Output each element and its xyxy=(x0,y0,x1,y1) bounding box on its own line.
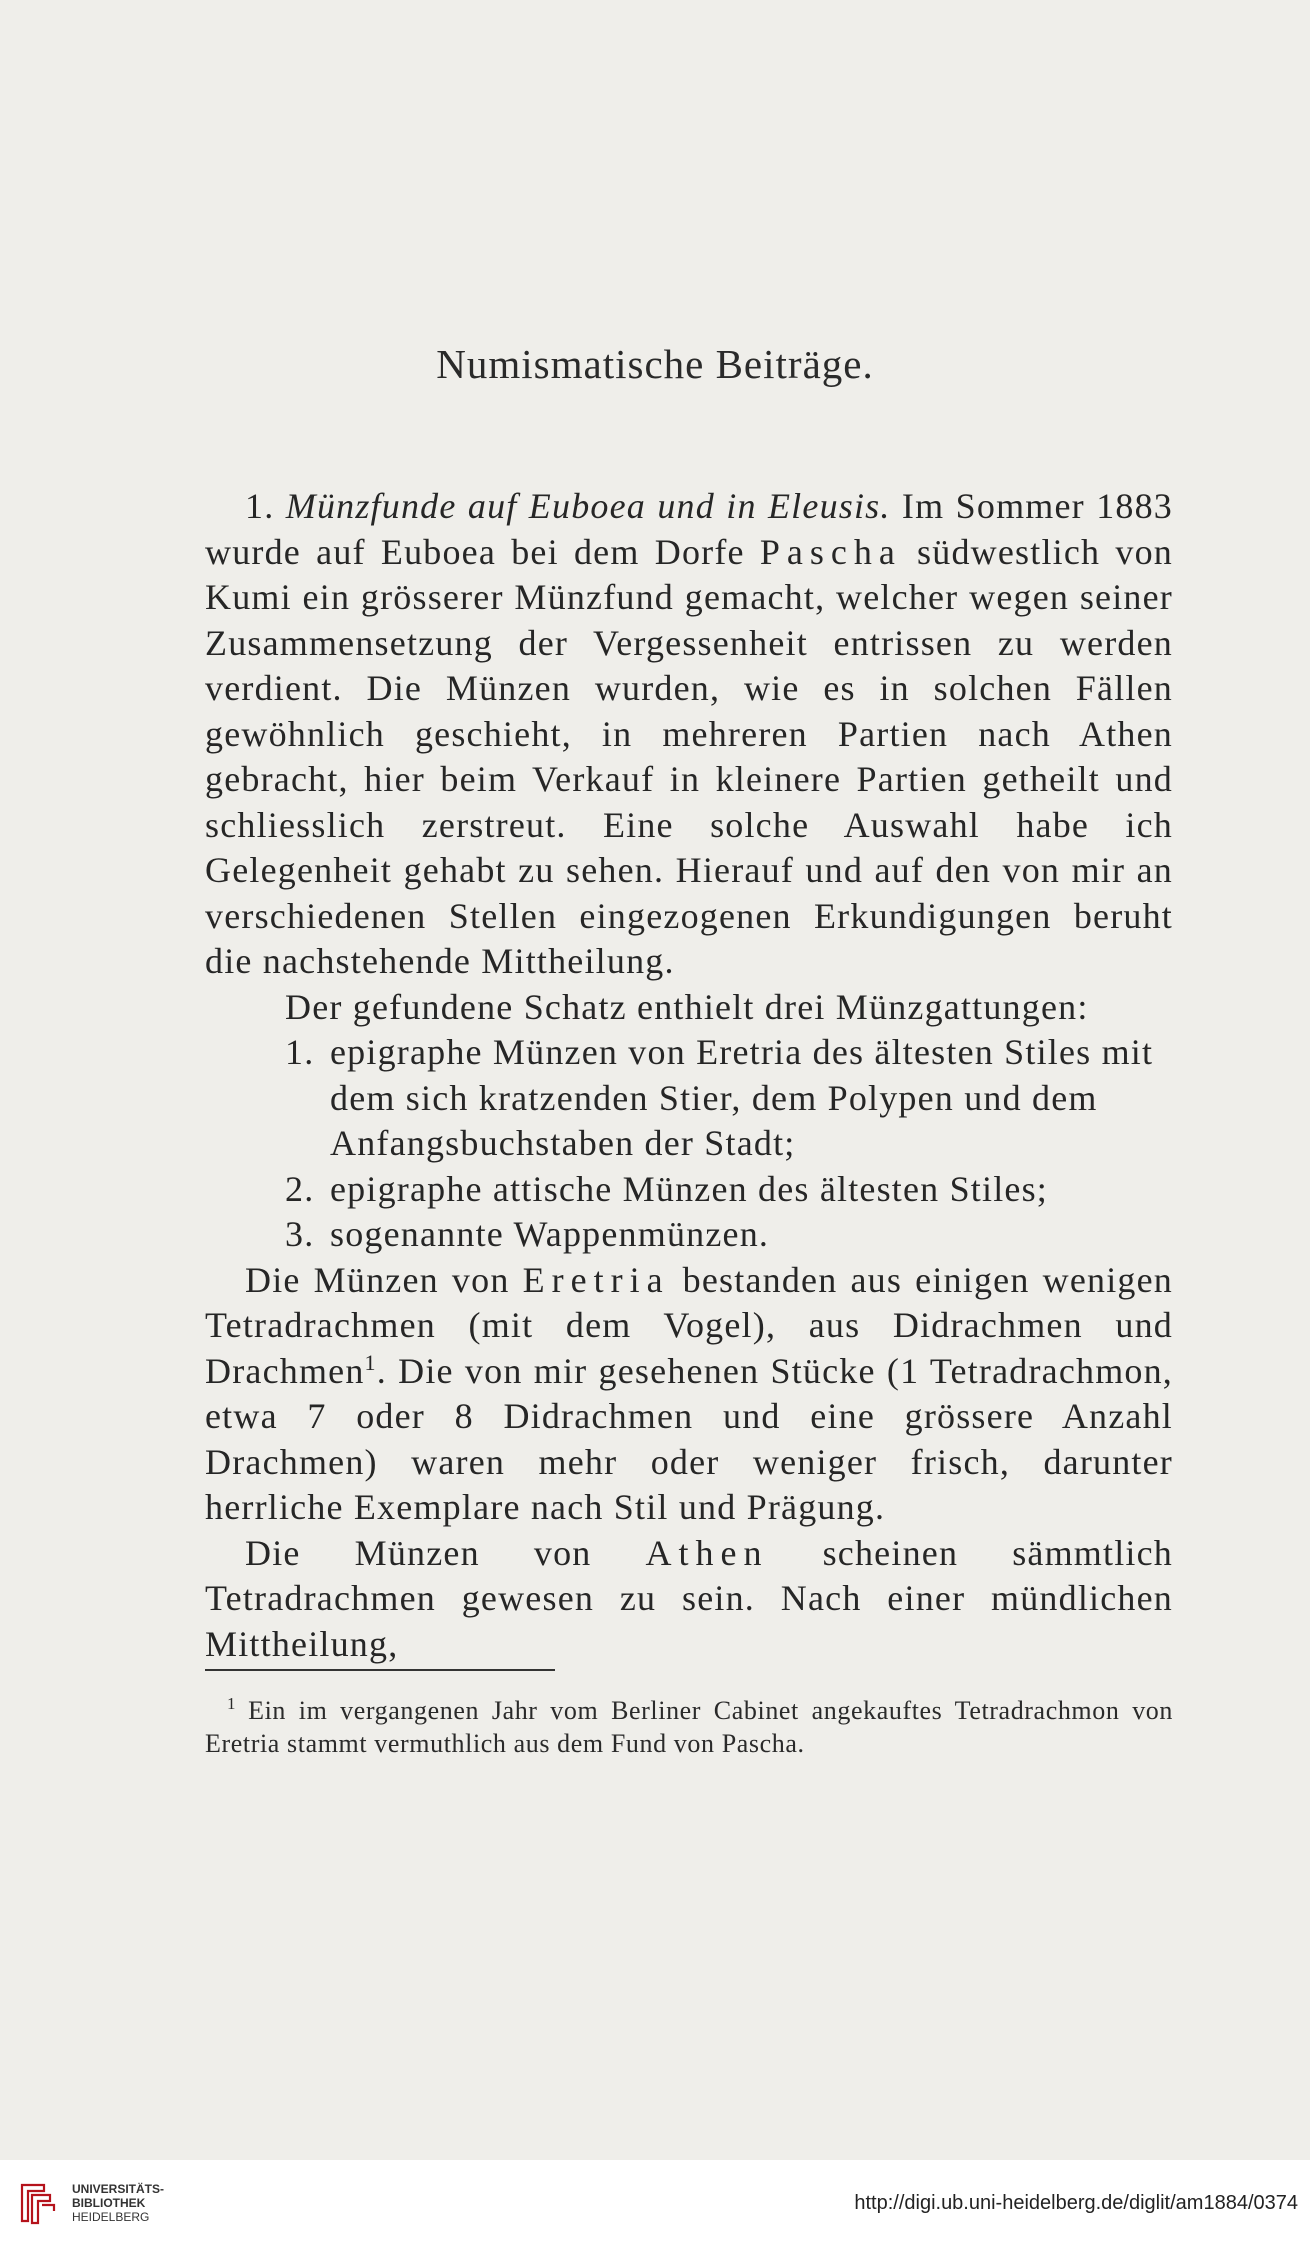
paragraph-text: Die Münzen von xyxy=(245,1259,523,1300)
spaced-name: Eretria xyxy=(522,1259,670,1300)
paragraph-4 xyxy=(205,1531,1173,1668)
footnote-text: Ein im vergangenen Jahr vom Berliner Cabinet angekauftes Tetradrachmon von Eretria stammt vermuthlich aus dem Fund von Pascha. xyxy=(205,1696,1173,1758)
paragraph-text: bestanden aus einigen wenigen Tetradrachmen (mit dem Vogel), aus Didrachmen und Drachmen xyxy=(205,1259,1173,1391)
section-heading: Münzfunde auf Euboea und in Eleusis. xyxy=(285,486,891,526)
paragraph-3 xyxy=(205,1258,1173,1531)
list-item xyxy=(205,1030,1173,1167)
list-text: sogenannte Wappenmünzen. xyxy=(330,1214,770,1254)
footnote xyxy=(205,1694,1173,1760)
paragraph-1 xyxy=(205,484,1173,985)
list-number: 1. xyxy=(285,1032,315,1072)
footnote-divider xyxy=(205,1669,555,1671)
paragraph-text: Die Münzen von xyxy=(245,1532,646,1573)
library-name-line: BIBLIOTHEK xyxy=(72,2196,146,2210)
list-item xyxy=(205,1212,1173,1258)
source-url-link[interactable]: http://digi.ub.uni-heidelberg.de/diglit/am1884/0374 xyxy=(854,2192,1298,2214)
list-number: 2. xyxy=(285,1168,315,1209)
paragraph-text: . Die von mir gesehenen Stücke (1 Tetradrachmon, etwa 7 oder 8 Didrachmen und eine grössere Anzahl Drachmen) waren mehr oder weniger frisch, darunter herrliche Exemplare nach Stil und Prägung. xyxy=(205,1350,1173,1527)
library-name-line: HEIDELBERG xyxy=(72,2210,150,2224)
list-number: 3. xyxy=(285,1214,315,1254)
paragraph-text: südwestlich von Kumi ein grösserer Münzfund gemacht, welcher wegen seiner Zusammensetzung der Vergessenheit entrissen zu werden verdient. Die Münzen wurden, wie es in solchen Fällen gewöhnlich geschieht, in mehreren Partien nach Athen gebracht, hier beim Verkauf in kleinere Partien getheilt und schliesslich zerstreut. Eine solche Auswahl habe ich Gelegenheit gehabt zu sehen. Hierauf und auf den von mir an verschiedenen Stellen eingezogenen Erkundigungen beruht die nachstehende Mittheilung. xyxy=(205,531,1174,981)
library-name[interactable] xyxy=(72,2182,164,2224)
paragraph-2: Der gefundene Schatz enthielt drei Münzgattungen: xyxy=(285,986,1089,1027)
list-item xyxy=(205,1167,1173,1213)
list-text: epigraphe Münzen von Eretria des ältesten Stiles mit dem sich kratzenden Stier, dem Polypen und dem Anfangsbuchstaben der Stadt; xyxy=(330,1032,1154,1163)
footnote-reference[interactable]: 1 xyxy=(364,1349,377,1375)
spaced-name: Athen xyxy=(645,1532,769,1573)
paragraph-text: scheinen sämmtlich Tetradrachmen gewesen zu sein. Nach einer mündlichen Mittheilung, xyxy=(205,1532,1173,1664)
section-number: 1. xyxy=(245,486,275,526)
heidelberg-library-logo-icon[interactable] xyxy=(14,2179,58,2227)
paragraph-text: Im Sommer 1883 wurde auf Euboea bei dem Dorfe xyxy=(205,486,1173,572)
footnote-mark: 1 xyxy=(227,1694,237,1714)
spaced-name: Pascha xyxy=(759,531,902,572)
list-text: epigraphe attische Münzen des ältesten Stiles; xyxy=(330,1168,1049,1209)
page-title: Numismatische Beiträge. xyxy=(436,341,874,387)
library-name-line: UNIVERSITÄTS- xyxy=(72,2182,165,2196)
coin-type-list xyxy=(205,1030,1173,1258)
body-text xyxy=(205,484,1173,1667)
